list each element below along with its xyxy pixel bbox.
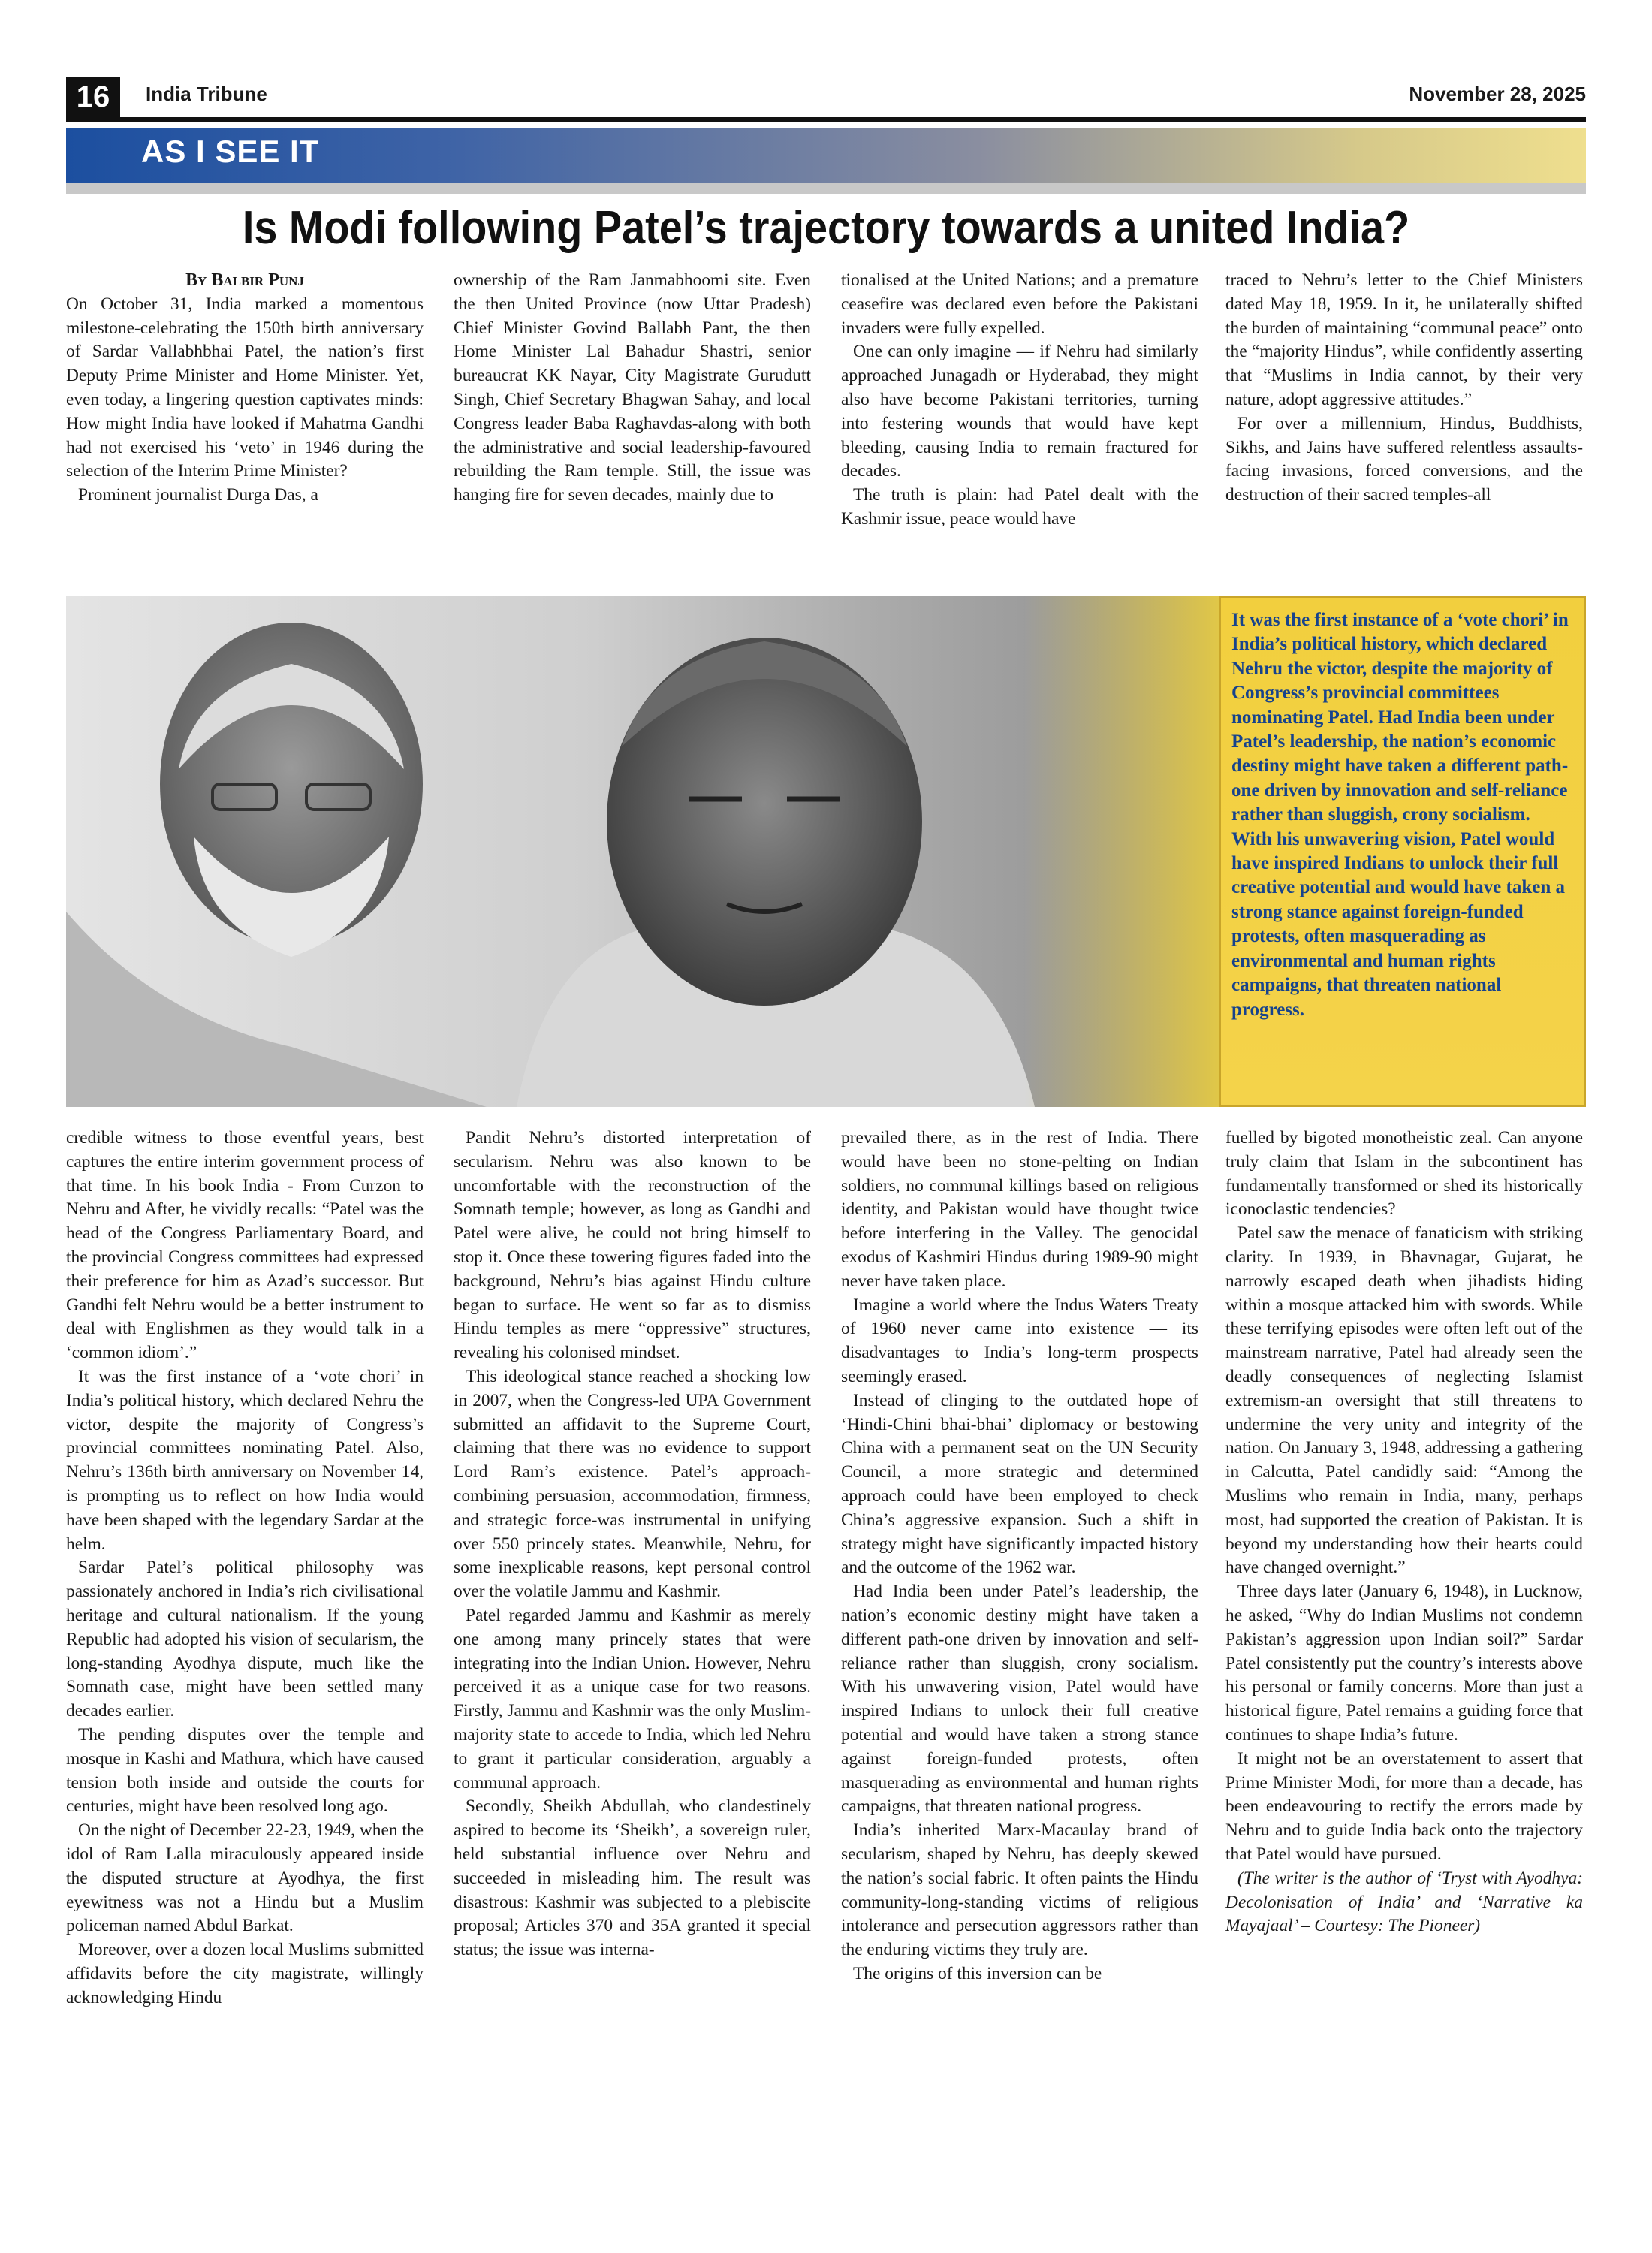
paragraph: On the night of December 22-23, 1949, when the idol of Ram Lalla miraculously appeared inside the disputed structure at Ayodhya, the first eyewitness was not a Hindu but a Muslim policeman named Abdul Barkat. — [66, 1820, 424, 1936]
bottom-column-1 — [66, 1126, 424, 2211]
section-divider — [66, 183, 1586, 194]
top-column-4 — [1225, 269, 1583, 584]
paragraph: tionalised at the United Nations; and a premature ceasefire was declared even before the Pakistani invaders were fully expelled. — [841, 270, 1198, 338]
paragraph: It might not be an overstatement to assert that Prime Minister Modi, for more than a decade, has been endeavouring to rectify the errors made by Nehru and to guide India back onto the trajectory that Patel would have pursued. — [1225, 1748, 1583, 1864]
paragraph: traced to Nehru’s letter to the Chief Ministers dated May 18, 1959. In it, he unilaterally shifted the burden of maintaining “communal peace” onto the “majority Hindus”, while confidently asserting that “Muslims in India cannot, by their very nature, adopt aggressive attitudes.” — [1225, 270, 1583, 409]
author-footnote: (The writer is the author of ‘Tryst with Ayodhya: Decolonisation of India’ and ‘Narrative ka Mayajaal’ – Courtesy: The Pioneer) — [1225, 1868, 1583, 1936]
bottom-column-2 — [454, 1126, 811, 2211]
paragraph: One can only imagine — if Nehru had similarly approached Junagadh or Hyderabad, they might also have become Pakistani territories, turning into festering wounds that would have kept bleeding, causing India to remain fractured for decades. — [841, 342, 1198, 481]
top-column-1 — [66, 269, 424, 584]
paragraph: Patel saw the menace of fanaticism with striking clarity. In 1939, in Bhavnagar, Gujarat, he narrowly escaped death when jihadists hiding within a mosque attacked him with swords. While these terrifying episodes were often left out of the mainstream narrative, Patel had already seen the deadly consequences of neglecting Islamist extremism-an oversight that still threatens to undermine the very unity and integrity of the nation. On January 3, 1948, addressing a gathering in Calcutta, Patel candidly said: “Among the Muslims who remain in India, many, perhaps most, had supported the creation of Pakistan. It is beyond my understanding how their hearts could have changed overnight.” — [1225, 1223, 1583, 1578]
paragraph: The pending disputes over the temple and mosque in Kashi and Mathura, which have caused tension both inside and outside the courts for centuries, might have been resolved long ago. — [66, 1724, 424, 1817]
bottom-column-4 — [1225, 1126, 1583, 2211]
article-headline: Is Modi following Patel’s trajectory towards a united India? — [242, 202, 1410, 254]
paragraph: ownership of the Ram Janmabhoomi site. Even the then United Province (now Uttar Pradesh) Chief Minister Govind Ballabh Pant, the then Home Minister Lal Bahadur Shastri, senior bureaucrat KK Nayar, City Magistrate Gurudutt Singh, Chief Secretary Bhagwan Sahay, and local Congress leader Baba Raghavdas-along with both the administrative and social leadership-favoured rebuilding the Ram temple. Still, the issue was hanging fire for seven decades, mainly due to — [454, 270, 811, 505]
paragraph: The truth is plain: had Patel dealt with the Kashmir issue, peace would have — [841, 485, 1198, 529]
section-title: AS I SEE IT — [141, 134, 320, 169]
paragraph: For over a millennium, Hindus, Buddhists, Sikhs, and Jains have suffered relentless assaults-facing invasions, forced conversions, and the destruction of their sacred temples-all — [1225, 413, 1583, 505]
byline: By Balbir Punj — [185, 270, 304, 290]
paragraph: Moreover, over a dozen local Muslims submitted affidavits before the city magistrate, willingly acknowledging Hindu — [66, 1940, 424, 2007]
publication-name: India Tribune — [146, 83, 267, 105]
paragraph: Pandit Nehru’s distorted interpretation of secularism. Nehru was also known to be uncomfortable with the reconstruction of the Somnath temple; however, as long as Gandhi and Patel were alive, he could not bring himself to stop it. Once these towering figures faded into the background, Nehru’s bias against Hindu culture began to surface. He went so far as to dismiss Hindu temples as mere “oppressive” structures, revealing his colonised mindset. — [454, 1128, 811, 1363]
header-rule — [66, 117, 1586, 122]
paragraph: Secondly, Sheikh Abdullah, who clandestinely aspired to become its ‘Sheikh’, a sovereign ruler, held substantial influence over Nehru and succeeded in misleading him. The result was disastrous: Kashmir was subjected to a plebiscite proposal; Articles 370 and 35A granted it special status; the issue was interna- — [454, 1796, 811, 1960]
paragraph: Instead of clinging to the outdated hope of ‘Hindi-Chini bhai-bhai’ diplomacy or bestowing China with a permanent seat on the UN Security Council, a more strategic and determined approach could have been employed to check China’s aggressive expansion. Such a shift in strategy might have significantly impacted history and the outcome of the 1962 war. — [841, 1390, 1198, 1578]
page-number: 16 — [66, 77, 120, 117]
paragraph: India’s inherited Marx-Macaulay brand of secularism, shaped by Nehru, has deeply skewed the nation’s social fabric. It often paints the Hindu community-long-standing victims of religious intolerance and persecution aggressors rather than the enduring victims they truly are. — [841, 1820, 1198, 1960]
paragraph: prevailed there, as in the rest of India. There would have been no stone-pelting on Indian soldiers, no communal killings based on religious identity, and Pakistan would have thought twice before interfering in the Valley. The genocidal exodus of Kashmiri Hindus during 1989-90 might never have taken place. — [841, 1128, 1198, 1291]
paragraph: The origins of this inversion can be — [853, 1963, 1102, 1983]
paragraph: Prominent journalist Durga Das, a — [78, 485, 318, 505]
paragraph: Three days later (January 6, 1948), in Lucknow, he asked, “Why do Indian Muslims not condemn Pakistan’s aggression upon Indian soil?” Sardar Patel consistently put the country’s interests above his personal or family concerns. More than just a historical figure, Patel remains a guiding force that continues to shape India’s future. — [1225, 1582, 1583, 1745]
photo-fade — [1024, 596, 1219, 1107]
paragraph: Patel regarded Jammu and Kashmir as merely one among many princely states that were integrating into the Indian Union. However, Nehru perceived it as a unique case for two reasons. Firstly, Jammu and Kashmir was the only Muslim-majority state to accede to India, which led Nehru to grant it particular consideration, arguably a communal approach. — [454, 1605, 811, 1793]
top-column-3 — [841, 269, 1198, 584]
page-header — [66, 75, 1586, 117]
paragraph: Had India been under Patel’s leadership, the nation’s economic destiny might have taken a different path-one driven by innovation and self-reliance rather than sluggish, crony socialism. With his unwavering vision, Patel would have inspired Indians to unlock their full creative potential and would have taken a strong stance against foreign-funded protests, often masquerading as environmental and human rights campaigns, that threaten national progress. — [841, 1582, 1198, 1817]
paragraph: fuelled by bigoted monotheistic zeal. Can anyone truly claim that Islam in the subcontinent has fundamentally transformed or shed its historically iconoclastic tendencies? — [1225, 1128, 1583, 1220]
issue-date: November 28, 2025 — [1409, 83, 1586, 105]
paragraph: Sardar Patel’s political philosophy was passionately anchored in India’s rich civilisational heritage and cultural nationalism. If the young Republic had adopted his vision of secularism, the long-standing Ayodhya dispute, much like the Somnath case, might have been settled many decades earlier. — [66, 1558, 424, 1721]
paragraph: Imagine a world where the Indus Waters Treaty of 1960 never came into existence — its disadvantages to India’s long-term prospects seemingly erased. — [841, 1295, 1198, 1386]
bottom-column-3 — [841, 1126, 1198, 2211]
paragraph: On October 31, India marked a momentous milestone-celebrating the 150th birth anniversary of Sardar Vallabhbhai Patel, the nation’s first Deputy Prime Minister and Home Minister. Yet, even today, a lingering question captivates minds: How might India have looked if Mahatma Gandhi had not exercised his ‘veto’ in 1946 during the selection of the Interim Prime Minister? — [66, 294, 424, 481]
pull-quote: It was the first instance of a ‘vote chori’ in India’s political history, which declared Nehru the victor, despite the majority of Congress’s provincial committees nominating Patel. Had India been under Patel’s leadership, the nation’s economic destiny might have taken a different path-one driven by innovation and self-reliance rather than sluggish, crony socialism. With his unwavering vision, Patel would have inspired Indians to unlock their full creative potential and would have taken a strong stance against foreign-funded protests, often masquerading as environmental and human rights campaigns, that threaten national progress. — [1219, 596, 1586, 1107]
paragraph: This ideological stance reached a shocking low in 2007, when the Congress-led UPA Government submitted an affidavit to the Supreme Court, claiming that there was no evidence to support Lord Ram’s existence. Patel’s approach-combining persuasion, accommodation, firmness, and strategic force-was instrumental in unifying over 550 princely states. Meanwhile, Nehru, for some inexplicable reasons, kept personal control over the volatile Jammu and Kashmir. — [454, 1366, 811, 1602]
paragraph: credible witness to those eventful years, best captures the entire interim government process of that time. In his book India - From Curzon to Nehru and After, he vividly recalls: “Patel was the head of the Congress Parliamentary Board, and the provincial Congress committees had expressed their preference for him as Azad’s successor. But Gandhi felt Nehru would be a better instrument to deal with Englishmen as they would talk in a ‘common idiom’.” — [66, 1128, 424, 1363]
paragraph: It was the first instance of a ‘vote chori’ in India’s political history, which declared Nehru the victor, despite the majority of Congress’s provincial committees nominating Patel. Also, Nehru’s 136th birth anniversary on November 14, is prompting us to reflect on how India would have been shaped with the legendary Sardar at the helm. — [66, 1366, 424, 1554]
top-column-2 — [454, 269, 811, 584]
article-photo — [66, 596, 1219, 1107]
section-band — [66, 128, 1586, 183]
